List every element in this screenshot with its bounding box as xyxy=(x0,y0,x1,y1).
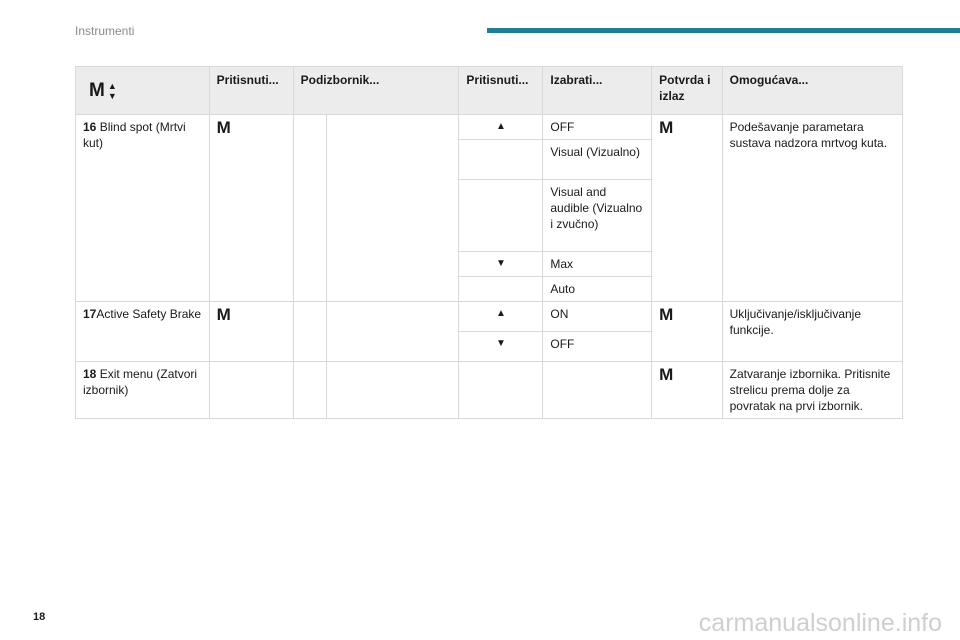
option-cell: Max xyxy=(543,252,652,277)
column-header: Pritisnuti... xyxy=(459,67,543,115)
option-cell: OFF xyxy=(543,115,652,140)
table-row xyxy=(76,362,903,419)
option-cell: OFF xyxy=(543,332,652,362)
description-cell: Zatvaranje izbornika. Pritisnite strelicu prema dolje za povratak na prvi izbornik. xyxy=(722,362,902,419)
m-updown-icon: M ▲ ▼ xyxy=(89,80,117,101)
column-header: Pritisnuti... xyxy=(209,67,293,115)
table-row xyxy=(76,115,903,140)
description-cell: Uključivanje/isključivanje funkcije. xyxy=(722,302,902,362)
section-title: Instrumenti xyxy=(75,24,135,38)
option-cell: Auto xyxy=(543,277,652,302)
up-arrow-icon: ▲ xyxy=(459,115,543,140)
menu-item-cell: 16 Blind spot (Mrtvi kut) xyxy=(76,115,210,302)
option-cell: ON xyxy=(543,302,652,332)
header-accent-bar xyxy=(487,28,960,33)
menu-table xyxy=(75,66,903,419)
option-cell: Visual (Vizualno) xyxy=(543,140,652,180)
confirm-cell xyxy=(652,362,722,419)
column-header: Potvrda i izlaz xyxy=(652,67,722,115)
header-icon-cell xyxy=(76,67,210,115)
down-arrow-icon: ▼ xyxy=(459,252,543,277)
down-arrow-icon: ▼ xyxy=(459,332,543,362)
table-row xyxy=(76,302,903,332)
up-arrow-icon: ▲ xyxy=(459,302,543,332)
confirm-cell xyxy=(652,115,722,302)
m-button-icon: M xyxy=(659,118,674,137)
menu-item-cell: 18 Exit menu (Zatvori izbornik) xyxy=(76,362,210,419)
option-cell: Visual and audible (Vizualno i zvučno) xyxy=(543,180,652,252)
press-m-cell xyxy=(209,115,293,302)
page-number: 18 xyxy=(33,611,46,623)
column-header: Podizbornik... xyxy=(293,67,459,115)
press-m-cell xyxy=(209,302,293,362)
column-header: Omogućava... xyxy=(722,67,902,115)
column-header: Izabrati... xyxy=(543,67,652,115)
m-button-icon: M xyxy=(216,118,231,137)
confirm-cell xyxy=(652,302,722,362)
table-header-row xyxy=(76,67,903,115)
m-button-icon: M xyxy=(659,365,674,384)
m-button-icon: M xyxy=(659,305,674,324)
description-cell: Podešavanje parametara sustava nadzora mrtvog kuta. xyxy=(722,115,902,302)
watermark: carmanualsonline.info xyxy=(698,609,942,637)
m-button-icon: M xyxy=(216,305,231,324)
menu-item-cell: 17Active Safety Brake xyxy=(76,302,210,362)
